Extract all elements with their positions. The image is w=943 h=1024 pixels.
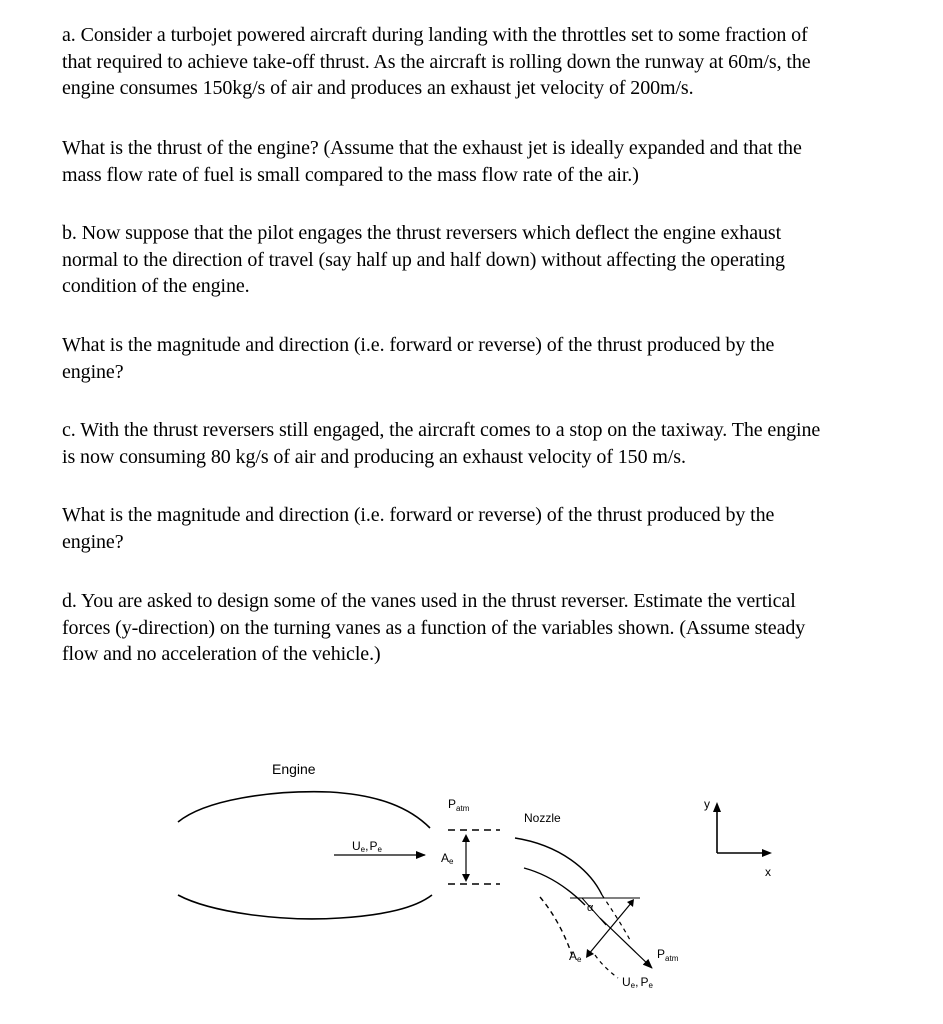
vane-area-label: Ae <box>569 949 582 964</box>
patm-top-label: $P_{atm}$ <box>448 797 470 813</box>
exit-plane-inclined <box>588 902 632 955</box>
text-line: that required to achieve take-off thrust. As the aircraft is rolling down the runway at 60m/s, the <box>62 50 811 73</box>
engine-nacelle-bottom <box>178 895 432 919</box>
text-line: engine? <box>62 530 124 553</box>
part-a-text <box>62 22 932 102</box>
y-axis-label: y <box>704 797 710 811</box>
x-axis-arrowhead <box>762 849 772 857</box>
thrust-reverser-diagram <box>0 740 943 1024</box>
text-line: b. Now suppose that the pilot engages the thrust reversers which deflect the engine exhaust <box>62 222 782 244</box>
turning-vane-lower <box>540 897 572 955</box>
exit-plane-arrow-down <box>462 874 470 882</box>
text-line: What is the magnitude and direction (i.e. forward or reverse) of the thrust produced by the <box>62 334 775 356</box>
nozzle-label: Nozzle <box>524 811 561 825</box>
y-axis-arrowhead <box>713 802 721 812</box>
text-line: mass flow rate of fuel is small compared to the mass flow rate of the air.) <box>62 163 639 186</box>
exit-plane-arrow-up <box>462 834 470 842</box>
text-line: flow and no acceleration of the vehicle.) <box>62 643 381 665</box>
text-line: What is the magnitude and direction (i.e. forward or reverse) of the thrust produced by the <box>62 504 775 526</box>
exit-area-label: Ae <box>441 851 454 866</box>
text-line: d. You are asked to design some of the vanes used in the thrust reverser. Estimate the vertical <box>62 590 796 612</box>
angle-label: α <box>587 902 594 914</box>
engine-nacelle-top <box>178 792 430 828</box>
exit-plane-inclined-arrow-up <box>627 899 634 907</box>
x-axis-label: x <box>765 865 771 879</box>
question-a-text <box>62 135 932 188</box>
part-c-text <box>62 417 932 470</box>
text-line: a. Consider a turbojet powered aircraft during landing with the throttles set to some fraction of <box>62 24 808 46</box>
text-line: engine consumes 150kg/s of air and produces an exhaust jet velocity of 200m/s. <box>62 77 694 99</box>
text-line: engine? <box>62 360 124 383</box>
text-line: normal to the direction of travel (say half up and half down) without affecting the operating <box>62 248 785 271</box>
text-line: What is the thrust of the engine? (Assume that the exhaust jet is ideally expanded and that the <box>62 137 802 159</box>
outflow-label: Ue, Pe <box>622 975 653 990</box>
nozzle-exit-dashed <box>595 955 618 978</box>
outflow-arrow <box>600 918 652 968</box>
part-b-text <box>62 220 932 300</box>
question-b-text <box>62 332 932 385</box>
turning-vane-upper <box>515 838 602 895</box>
question-c-text <box>62 502 932 555</box>
patm-bottom-label: $P_{atm}$ <box>657 947 679 963</box>
turning-vane-middle <box>524 868 585 905</box>
inflow-label: Ue,Pe <box>352 839 382 854</box>
text-line: condition of the engine. <box>62 275 250 297</box>
text-line: forces (y-direction) on the turning vanes as a function of the variables shown. (Assume steady <box>62 616 806 639</box>
part-d-text <box>62 588 932 668</box>
text-line: is now consuming 80 kg/s of air and producing an exhaust velocity of 150 m/s. <box>62 445 686 468</box>
engine-label: Engine <box>272 761 316 777</box>
text-line: c. With the thrust reversers still engaged, the aircraft comes to a stop on the taxiway. The engine <box>62 419 821 441</box>
exit-plane-inclined-arrow-down <box>586 949 594 958</box>
